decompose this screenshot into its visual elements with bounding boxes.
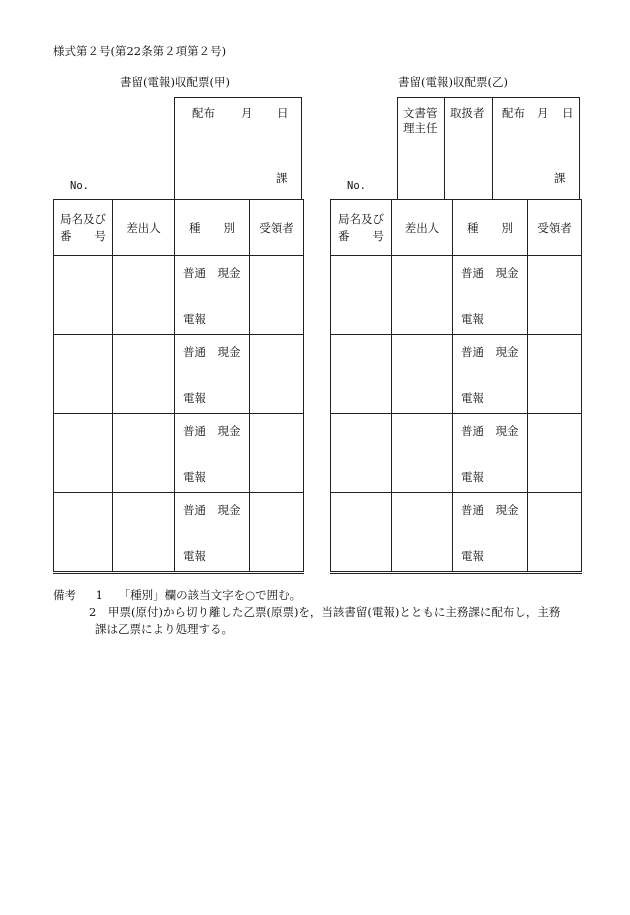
slip-b-section-label: 課 <box>554 171 566 185</box>
slip-b-distribution-label: 配布 <box>502 106 525 120</box>
table-row <box>331 414 582 493</box>
note-1 <box>53 587 560 604</box>
slip-a-day-label: 日 <box>277 106 289 120</box>
note-2-number: 2 <box>89 605 97 619</box>
office-cell[interactable] <box>331 493 392 573</box>
receiver-cell[interactable] <box>250 414 304 493</box>
kind-cell: 普通 現金 電報 <box>453 493 528 573</box>
receiver-cell[interactable] <box>528 414 582 493</box>
slip-b-table <box>330 199 582 574</box>
slip-b-month-label: 月 <box>537 106 549 120</box>
sender-column-header: 差出人 <box>113 200 175 256</box>
slip-a-header-row <box>54 200 304 256</box>
slip-a-month-label: 月 <box>241 106 253 120</box>
office-cell[interactable] <box>54 493 113 573</box>
sender-cell[interactable] <box>392 256 453 335</box>
sender-cell[interactable] <box>113 493 175 573</box>
form-number: 様式第２号(第22条第２項第２号) <box>53 44 227 58</box>
office-cell[interactable] <box>54 335 113 414</box>
kind-cell: 普通 現金 電報 <box>175 493 250 573</box>
kind-cell: 普通 現金 電報 <box>453 414 528 493</box>
sender-cell[interactable] <box>392 493 453 573</box>
office-cell[interactable] <box>331 335 392 414</box>
notes-label: 備考 <box>53 588 76 602</box>
sender-cell[interactable] <box>113 414 175 493</box>
table-row <box>331 335 582 414</box>
note-2 <box>53 604 560 621</box>
slip-a-distribution-box <box>174 97 302 200</box>
notes-section <box>53 587 560 638</box>
slip-a-distribution-label: 配布 <box>192 106 215 120</box>
slip-b-distribution-box <box>397 97 580 200</box>
note-1-text: 「種別」欄の該当文字を○で囲む。 <box>118 588 302 602</box>
slip-b-handler-label: 取扱者 <box>450 106 485 120</box>
table-row <box>54 493 304 573</box>
kind-cell: 普通 現金 電報 <box>453 335 528 414</box>
receiver-cell[interactable] <box>250 256 304 335</box>
slip-b-header-row <box>331 200 582 256</box>
office-column-header: 局名及び 番 号 <box>331 200 392 256</box>
receiver-column-header: 受領者 <box>250 200 304 256</box>
office-column-header: 局名及び 番 号 <box>54 200 113 256</box>
slip-b-box-divider-2 <box>492 98 493 199</box>
table-row <box>331 256 582 335</box>
kind-cell: 普通 現金 電報 <box>175 335 250 414</box>
slip-b-title: 書留(電報)収配票(乙) <box>398 75 508 89</box>
slip-b-box-divider-1 <box>444 98 445 199</box>
office-cell[interactable] <box>54 414 113 493</box>
kind-column-header: 種 別 <box>175 200 250 256</box>
kind-cell: 普通 現金 電報 <box>175 256 250 335</box>
slip-a-no-label: No. <box>70 180 89 192</box>
kind-cell: 普通 現金 電報 <box>453 256 528 335</box>
sender-cell[interactable] <box>113 335 175 414</box>
slip-a-table <box>53 199 304 574</box>
kind-column-header: 種 別 <box>453 200 528 256</box>
table-row <box>54 335 304 414</box>
sender-cell[interactable] <box>392 414 453 493</box>
receiver-cell[interactable] <box>528 256 582 335</box>
note-2-line1: 甲票(原付)から切り離した乙票(原票)を，当該書留(電報)とともに主務課に配布し，主務 <box>107 605 561 619</box>
slip-b-doc-manager-line2: 理主任 <box>403 121 438 135</box>
table-row <box>331 493 582 573</box>
note-1-number: 1 <box>95 588 103 602</box>
note-2-cont: 課は乙票により処理する。 <box>95 622 233 636</box>
slip-a-title: 書留(電報)収配票(甲) <box>120 75 230 89</box>
sender-column-header: 差出人 <box>392 200 453 256</box>
slip-b-doc-manager-line1: 文書管 <box>403 106 438 120</box>
table-row <box>54 414 304 493</box>
receiver-cell[interactable] <box>528 335 582 414</box>
kind-cell: 普通 現金 電報 <box>175 414 250 493</box>
receiver-cell[interactable] <box>250 335 304 414</box>
receiver-cell[interactable] <box>528 493 582 573</box>
table-row <box>54 256 304 335</box>
sender-cell[interactable] <box>392 335 453 414</box>
office-cell[interactable] <box>331 414 392 493</box>
sender-cell[interactable] <box>113 256 175 335</box>
receiver-column-header: 受領者 <box>528 200 582 256</box>
slip-a-section-label: 課 <box>276 171 288 185</box>
receiver-cell[interactable] <box>250 493 304 573</box>
office-cell[interactable] <box>331 256 392 335</box>
slip-b-day-label: 日 <box>562 106 574 120</box>
slip-b-no-label: No. <box>347 180 366 192</box>
office-cell[interactable] <box>54 256 113 335</box>
